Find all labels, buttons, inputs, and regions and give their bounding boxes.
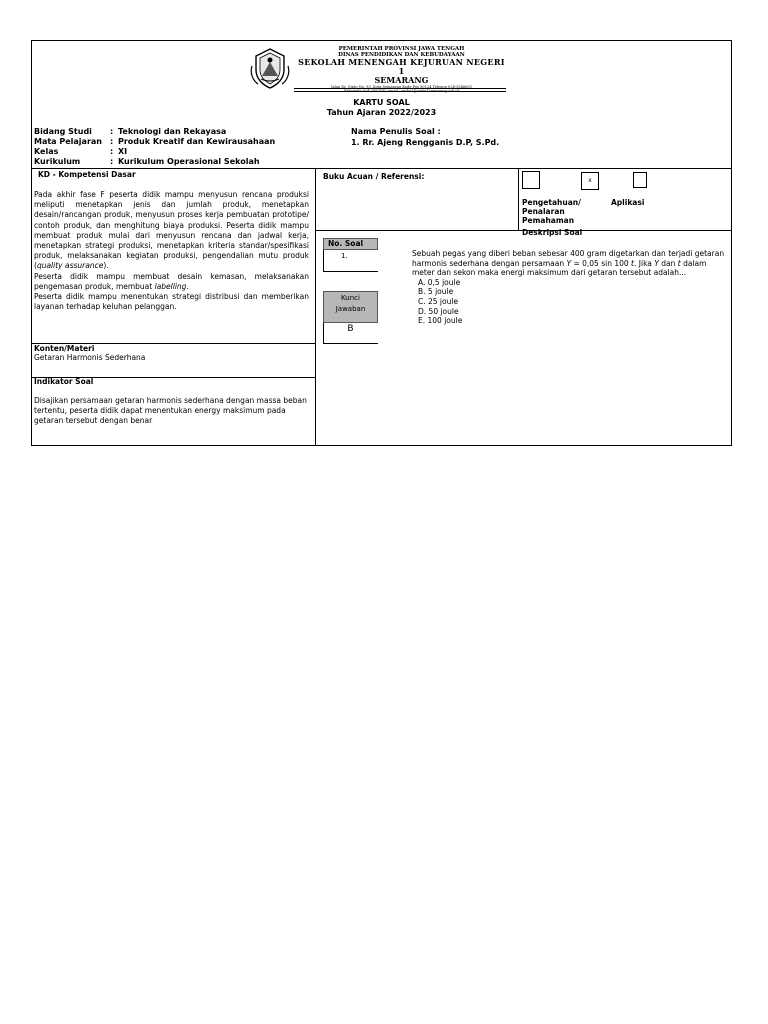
letterhead: [32, 41, 731, 93]
option-e: E. 100 joule: [418, 316, 463, 326]
question-text: Sebuah pegas yang diberi beban sebesar 400 gram digetarkan dan terjadi getaran harmonis sederhana dengan persamaan Y = 0,05 sin 100 t. Jika Y dan t dalam meter dan sekon maka energi maksimum dari getaran tersebut adalah... A. 0,5 joule B. 5 joule C. 25 joule D. 50 joule E. 100 joule: [412, 249, 730, 326]
indikator-header: Indikator Soal: [34, 377, 94, 386]
indikator-value: Disajikan persamaan getaran harmonis sederhana dengan massa beban tertentu, peserta didik dapat menentukan energy maksimum pada getaran tersebut dengan benar: [34, 396, 307, 426]
level-checkbox-penalaran[interactable]: x: [581, 172, 599, 190]
meta-kurikulum: Kurikulum : Kurikulum Operasional Sekolah: [34, 157, 260, 166]
letterhead-address: Jalan Dr. Cipto No. 93, Kota Semarang Kode Pos 50124 Telepon 024-3546651: [330, 85, 473, 89]
option-d: D. 50 joule: [418, 306, 459, 316]
level-column-divider: [518, 168, 519, 230]
no-soal-cell: [323, 250, 378, 272]
card-title: KARTU SOAL: [353, 98, 410, 107]
deskripsi-header: Deskripsi Soal: [522, 228, 583, 237]
kunci-header: Kunci Jawaban: [335, 294, 366, 313]
meta-penulis-value: 1. Rr. Ajeng Rengganis D.P, S.Pd.: [351, 138, 500, 147]
meta-kelas: Kelas : XI: [34, 147, 128, 156]
kd-header: KD - Kompetensi Dasar: [38, 170, 136, 179]
kd-text: Pada akhir fase F peserta didik mampu menyusun rencana produksi meliputi menetapkan jenis dan jumlah produk, menetapkan desain/rancangan produk, menyusun proses kerja pembuatan prototipe/ contoh produk, dan menghitung biaya produksi. Peserta didik mampu membuat produk mulai dari menyusun rencana dan jadwal kerja, menetapkan strategi produksi, menetapkan kriteria standar/spesifikasi produk, melaksanakan kegiatan produksi, pengendalian mutu produk (quality assurance). Peserta didik mampu membuat desain kemasan, melaksanakan pengemasan produk, membuat labelling. Peserta didik mampu menentukan strategi distribusi dan memberikan layanan terhadap keluhan pelanggan.: [34, 190, 309, 312]
letterhead-line-1: PEMERINTAH PROVINSI JAWA TENGAH: [338, 46, 465, 52]
meta-bidang: Bidang Studi : Teknologi dan Rekayasa: [34, 127, 227, 136]
option-a: A. 0,5 joule: [418, 277, 461, 287]
table-top-border: [32, 168, 731, 169]
level-checkbox-pengetahuan[interactable]: [522, 171, 540, 189]
option-c: C. 25 joule: [418, 296, 459, 306]
letterhead-rule: [294, 88, 506, 89]
konten-header: Konten/Materi: [34, 344, 95, 353]
buku-acuan-header: Buku Acuan / Referensi:: [323, 172, 425, 181]
level-labels: Pengetahuan/ Penalaran Pemahaman: [522, 198, 581, 225]
no-soal-header: No. Soal: [328, 239, 364, 248]
letterhead-city: SEMARANG: [374, 75, 429, 85]
academic-year: Tahun Ajaran 2022/2023: [326, 108, 437, 117]
table-center-divider: [315, 168, 316, 446]
meta-penulis-label: Nama Penulis Soal :: [351, 127, 441, 136]
letterhead-contact: Faksimile 024-3587192 email : smkn1@smkn1semarang.sch.id: [344, 89, 459, 94]
no-soal-value: 1.: [341, 252, 348, 260]
province-crest-icon: [248, 46, 292, 90]
konten-value: Getaran Harmonis Sederhana: [34, 353, 146, 362]
meta-mapel: Mata Pelajaran : Produk Kreatif dan Kewirausahaan: [34, 137, 276, 146]
option-b: B. 5 joule: [418, 287, 454, 297]
level-aplikasi-label: Aplikasi: [611, 198, 645, 207]
level-checkbox-aplikasi[interactable]: [633, 172, 647, 188]
letterhead-school-name: SEKOLAH MENENGAH KEJURUAN NEGERI 1: [298, 57, 505, 76]
letterhead-rule-thin: [294, 91, 506, 92]
kunci-value: B: [347, 324, 354, 334]
letterhead-line-2: DINAS PENDIDIKAN DAN KEBUDAYAAN: [338, 52, 465, 58]
question-card: [31, 40, 732, 446]
